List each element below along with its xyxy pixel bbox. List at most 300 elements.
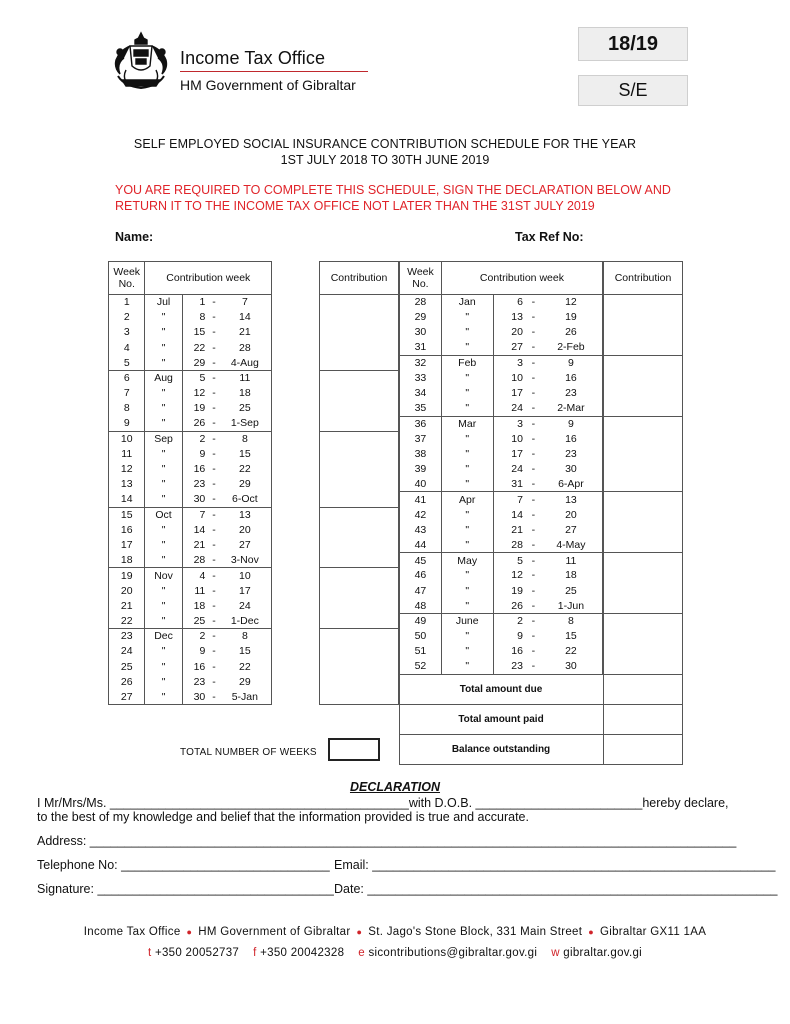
date-separator-cell: - xyxy=(212,508,216,521)
contribution-input-cell[interactable] xyxy=(604,310,683,325)
week-number-cell: 3 xyxy=(109,325,145,340)
week-number-cell: 21 xyxy=(109,598,145,613)
start-day-cell: 3 xyxy=(493,416,527,431)
start-day-cell: 8 xyxy=(182,310,209,325)
table-row xyxy=(400,598,603,613)
table-row xyxy=(400,477,603,492)
week-number-cell: 2 xyxy=(109,310,145,325)
date-separator-cell: - xyxy=(212,372,216,385)
start-day-cell: 30 xyxy=(182,689,209,704)
table-row xyxy=(604,522,683,537)
telephone-field[interactable]: Telephone No: ______________________________ xyxy=(37,858,330,872)
date-separator-cell: - xyxy=(209,355,218,370)
table-row xyxy=(109,613,319,628)
total-weeks-input[interactable] xyxy=(328,738,380,761)
contribution-input-cell[interactable] xyxy=(320,401,399,416)
week-number-cell: 12 xyxy=(109,462,145,477)
date-separator-cell: - xyxy=(531,311,536,324)
contribution-input-cell[interactable] xyxy=(604,340,683,355)
month-cell: " xyxy=(145,355,182,370)
contribution-input-cell[interactable] xyxy=(604,416,683,431)
table-row xyxy=(109,431,319,446)
table-row xyxy=(109,416,319,431)
month-cell: " xyxy=(441,477,493,492)
end-day-cell: 15 xyxy=(219,446,272,461)
month-cell: " xyxy=(145,522,182,537)
footer-phone: +350 20052737 xyxy=(154,947,240,959)
end-day-cell: 14 xyxy=(219,310,272,325)
end-day-cell: 22 xyxy=(219,462,272,477)
footer-address: Income Tax Office ● HM Government of Gibraltar ● St. Jago's Stone Block, 331 Main Street ● Gibraltar GX11 1AA xyxy=(83,926,707,938)
form-code-box: S/E xyxy=(578,75,688,106)
end-day-cell: 4-May xyxy=(540,538,603,553)
contribution-input-cell[interactable] xyxy=(604,644,683,659)
month-cell: " xyxy=(441,431,493,446)
table-row xyxy=(400,659,603,674)
contribution-input-cell[interactable] xyxy=(604,446,683,461)
contribution-input-cell[interactable] xyxy=(320,431,399,446)
contribution-input-cell[interactable] xyxy=(320,310,399,325)
week-number-cell: 7 xyxy=(109,386,145,401)
table-row xyxy=(320,355,399,370)
month-cell: May xyxy=(441,553,493,568)
contribution-input-cell[interactable] xyxy=(320,689,399,704)
table-row xyxy=(320,462,399,477)
table-row xyxy=(400,386,603,401)
contribution-input-cell[interactable] xyxy=(320,355,399,370)
start-day-cell: 15 xyxy=(182,325,209,340)
contribution-input-cell[interactable] xyxy=(320,659,399,674)
end-day-cell: 3-Nov xyxy=(219,553,272,568)
start-day-cell: 28 xyxy=(493,538,527,553)
date-separator-cell: - xyxy=(531,645,536,658)
contribution-input-cell[interactable] xyxy=(320,340,399,355)
start-day-cell: 4 xyxy=(182,568,209,583)
table-row xyxy=(604,310,683,325)
date-separator-cell: - xyxy=(531,493,536,506)
month-cell: " xyxy=(145,477,182,492)
month-cell: Feb xyxy=(441,355,493,370)
contribution-input-cell[interactable] xyxy=(320,538,399,553)
contribution-input-cell[interactable] xyxy=(604,355,683,370)
month-cell: " xyxy=(145,416,182,431)
month-cell: June xyxy=(441,613,493,628)
contribution-input-cell[interactable] xyxy=(604,507,683,522)
month-cell: " xyxy=(145,659,182,674)
week-number-cell: 42 xyxy=(400,507,442,522)
date-separator-cell: - xyxy=(212,584,216,597)
week-number-cell: 14 xyxy=(109,492,145,507)
date-separator-cell: - xyxy=(212,539,216,552)
table-row xyxy=(604,340,683,355)
date-separator-cell: - xyxy=(531,630,536,643)
start-day-cell: 25 xyxy=(182,613,209,628)
month-cell: " xyxy=(441,340,493,355)
bullet-icon: ● xyxy=(186,927,193,937)
start-day-cell: 16 xyxy=(182,659,209,674)
end-day-cell: 20 xyxy=(540,507,603,522)
month-cell: " xyxy=(441,659,493,674)
contribution-input-cell[interactable] xyxy=(604,522,683,537)
table-row xyxy=(320,598,399,613)
start-day-cell: 9 xyxy=(182,644,209,659)
table-row xyxy=(400,340,603,355)
schedule-table-left xyxy=(108,261,319,705)
footer-email[interactable]: sicontributions@gibraltar.gov.gi xyxy=(368,947,538,959)
start-day-cell: 17 xyxy=(493,386,527,401)
contribution-input-cell[interactable] xyxy=(320,477,399,492)
date-separator-cell: - xyxy=(212,675,216,688)
contribution-input-cell[interactable] xyxy=(320,568,399,583)
week-number-cell: 35 xyxy=(400,401,442,416)
date-separator-cell: - xyxy=(531,447,536,460)
week-number-cell: 48 xyxy=(400,598,442,613)
start-day-cell: 12 xyxy=(182,386,209,401)
contribution-input-cell[interactable] xyxy=(320,462,399,477)
table-row xyxy=(109,629,319,644)
end-day-cell: 25 xyxy=(219,401,272,416)
office-name: Income Tax Office xyxy=(180,48,326,68)
bullet-icon: ● xyxy=(356,927,363,937)
start-day-cell: 17 xyxy=(493,446,527,461)
end-day-cell: 20 xyxy=(219,522,272,537)
month-cell: " xyxy=(441,568,493,583)
week-number-cell: 36 xyxy=(400,416,442,431)
footer-contacts: t +350 20052737 f +350 20042328 e sicontributions@gibraltar.gov.gi w gibraltar.gov.gi xyxy=(147,947,643,959)
week-number-cell: 46 xyxy=(400,568,442,583)
table-row xyxy=(109,598,319,613)
month-cell: " xyxy=(145,401,182,416)
table-row xyxy=(109,477,319,492)
end-day-cell: 9 xyxy=(540,355,603,370)
bullet-icon: ● xyxy=(588,927,594,937)
contribution-input-cell[interactable] xyxy=(604,370,683,385)
month-cell: Sep xyxy=(145,431,182,446)
start-day-cell: 19 xyxy=(493,583,527,598)
week-number-cell: 49 xyxy=(400,613,442,628)
month-cell: " xyxy=(441,370,493,385)
email-field[interactable]: Email: __________________________________________________________ xyxy=(334,858,776,872)
table-row xyxy=(400,431,603,446)
week-number-cell: 15 xyxy=(109,507,145,522)
end-day-cell: 6-Apr xyxy=(540,477,603,492)
date-separator-cell: - xyxy=(531,523,536,536)
date-field[interactable]: Date: ___________________________________________________________ xyxy=(334,882,778,896)
end-day-cell: 8 xyxy=(219,629,272,644)
end-day-cell: 16 xyxy=(540,370,603,385)
contribution-input-cell[interactable] xyxy=(320,370,399,385)
start-day-cell: 2 xyxy=(182,629,209,644)
start-day-cell: 23 xyxy=(182,674,209,689)
contribution-input-cell[interactable] xyxy=(320,598,399,613)
end-day-cell: 1-Dec xyxy=(219,613,272,628)
total-due-label: Total amount due xyxy=(459,684,543,695)
table-row xyxy=(320,522,399,537)
week-number-cell: 39 xyxy=(400,462,442,477)
week-number-cell: 17 xyxy=(109,538,145,553)
table-row xyxy=(109,659,319,674)
table-row xyxy=(320,325,399,340)
week-number-cell: 26 xyxy=(109,674,145,689)
start-day-cell: 1 xyxy=(182,295,209,310)
month-cell: " xyxy=(441,401,493,416)
schedule-period: 1ST JULY 2018 TO 30TH JUNE 2019 xyxy=(280,153,490,167)
month-cell: Oct xyxy=(145,507,182,522)
contribution-input-cell[interactable] xyxy=(604,492,683,507)
month-cell: " xyxy=(145,325,182,340)
total-paid-value-cell[interactable] xyxy=(603,704,683,735)
week-number-cell: 6 xyxy=(109,370,145,385)
week-number-cell: 30 xyxy=(400,325,442,340)
footer-fax: +350 20042328 xyxy=(260,947,345,959)
start-day-cell: 7 xyxy=(493,492,527,507)
table-row xyxy=(604,538,683,553)
table-row xyxy=(400,613,603,628)
month-cell: " xyxy=(441,310,493,325)
table-row xyxy=(320,674,399,689)
end-day-cell: 22 xyxy=(540,644,603,659)
end-day-cell: 8 xyxy=(219,431,272,446)
date-separator-cell: - xyxy=(531,387,536,400)
table-row xyxy=(400,416,603,431)
table-row xyxy=(400,370,603,385)
contribution-input-cell[interactable] xyxy=(604,598,683,613)
month-cell: " xyxy=(145,598,182,613)
table-row xyxy=(109,386,319,401)
table-row xyxy=(320,553,399,568)
table-row xyxy=(604,431,683,446)
month-cell: " xyxy=(145,492,182,507)
start-day-cell: 21 xyxy=(493,522,527,537)
table-row xyxy=(320,689,399,704)
contribution-column-right xyxy=(603,261,683,675)
table-row xyxy=(400,401,603,416)
date-separator-cell: - xyxy=(209,416,218,431)
start-day-cell: 3 xyxy=(493,355,527,370)
table-row xyxy=(604,583,683,598)
contribution-header: Contribution xyxy=(320,262,399,295)
week-number-cell: 29 xyxy=(400,310,442,325)
table-row xyxy=(604,416,683,431)
end-day-cell: 28 xyxy=(219,340,272,355)
date-separator-cell: - xyxy=(531,463,536,476)
end-day-cell: 23 xyxy=(540,386,603,401)
week-number-cell: 52 xyxy=(400,659,442,674)
table-row xyxy=(320,416,399,431)
start-day-cell: 18 xyxy=(182,598,209,613)
start-day-cell: 26 xyxy=(493,598,527,613)
contribution-input-cell[interactable] xyxy=(604,325,683,340)
date-separator-cell: - xyxy=(209,492,218,507)
contribution-input-cell[interactable] xyxy=(604,462,683,477)
contribution-input-cell[interactable] xyxy=(604,295,683,310)
start-day-cell: 10 xyxy=(493,431,527,446)
week-number-cell: 33 xyxy=(400,370,442,385)
contribution-input-cell[interactable] xyxy=(320,522,399,537)
date-separator-cell: - xyxy=(212,523,216,536)
table-row xyxy=(109,583,319,598)
end-day-cell: 15 xyxy=(540,629,603,644)
balance-value-cell[interactable] xyxy=(603,734,683,765)
contribution-input-cell[interactable] xyxy=(604,401,683,416)
end-day-cell: 5-Jan xyxy=(219,689,272,704)
declaration-line-2: to the best of my knowledge and belief that the information provided is true and accurate. xyxy=(37,810,529,824)
date-separator-cell: - xyxy=(527,340,540,355)
table-row xyxy=(604,553,683,568)
end-day-cell: 24 xyxy=(219,598,272,613)
table-row xyxy=(604,598,683,613)
table-row xyxy=(109,355,319,370)
contribution-input-cell[interactable] xyxy=(320,295,399,310)
end-day-cell: 22 xyxy=(219,659,272,674)
month-cell: " xyxy=(145,310,182,325)
end-day-cell: 19 xyxy=(540,310,603,325)
end-day-cell: 11 xyxy=(219,370,272,385)
contribution-input-cell[interactable] xyxy=(604,553,683,568)
contribution-input-cell[interactable] xyxy=(604,629,683,644)
table-row xyxy=(604,462,683,477)
contribution-input-cell[interactable] xyxy=(604,386,683,401)
month-cell: Nov xyxy=(145,568,182,583)
start-day-cell: 16 xyxy=(493,644,527,659)
week-number-cell: 13 xyxy=(109,477,145,492)
contribution-input-cell[interactable] xyxy=(604,538,683,553)
table-row xyxy=(109,522,319,537)
month-cell: " xyxy=(441,325,493,340)
contribution-input-cell[interactable] xyxy=(320,583,399,598)
table-row xyxy=(320,340,399,355)
month-cell: Mar xyxy=(441,416,493,431)
date-separator-cell: - xyxy=(212,630,216,643)
balance-label: Balance outstanding xyxy=(451,744,551,755)
table-row xyxy=(109,446,319,461)
contribution-input-cell[interactable] xyxy=(604,659,683,674)
end-day-cell: 27 xyxy=(540,522,603,537)
date-separator-cell: - xyxy=(209,613,218,628)
table-row xyxy=(320,507,399,522)
week-number-cell: 20 xyxy=(109,583,145,598)
date-separator-cell: - xyxy=(527,659,540,674)
week-number-cell: 38 xyxy=(400,446,442,461)
contribution-input-cell[interactable] xyxy=(320,492,399,507)
table-row xyxy=(400,583,603,598)
contribution-input-cell[interactable] xyxy=(320,416,399,431)
week-number-cell: 43 xyxy=(400,522,442,537)
contribution-input-cell[interactable] xyxy=(604,613,683,628)
month-cell: " xyxy=(441,446,493,461)
start-day-cell: 5 xyxy=(493,553,527,568)
month-cell: " xyxy=(441,386,493,401)
date-separator-cell: - xyxy=(212,599,216,612)
table-row xyxy=(604,613,683,628)
end-day-cell: 9 xyxy=(540,416,603,431)
declaration-title: DECLARATION xyxy=(349,780,441,794)
contribution-input-cell[interactable] xyxy=(604,583,683,598)
end-day-cell: 13 xyxy=(219,507,272,522)
instruction-line-1: YOU ARE REQUIRED TO COMPLETE THIS SCHEDULE, SIGN THE DECLARATION BELOW AND xyxy=(115,183,671,197)
table-row xyxy=(604,386,683,401)
table-row xyxy=(320,386,399,401)
table-row xyxy=(604,507,683,522)
date-separator-cell: - xyxy=(527,598,540,613)
date-separator-cell: - xyxy=(531,508,536,521)
end-day-cell: 7 xyxy=(219,295,272,310)
contribution-input-cell[interactable] xyxy=(320,613,399,628)
date-separator-cell: - xyxy=(212,387,216,400)
table-row xyxy=(400,568,603,583)
signature-field[interactable]: Signature: __________________________________ xyxy=(37,882,334,896)
date-separator-cell: - xyxy=(527,538,540,553)
date-separator-cell: - xyxy=(212,433,216,446)
date-separator-cell: - xyxy=(531,417,536,430)
end-day-cell: 12 xyxy=(540,295,603,310)
contribution-input-cell[interactable] xyxy=(320,629,399,644)
table-row xyxy=(109,674,319,689)
end-day-cell: 21 xyxy=(219,325,272,340)
date-separator-cell: - xyxy=(209,689,218,704)
end-day-cell: 1-Jun xyxy=(540,598,603,613)
week-number-cell: 31 xyxy=(400,340,442,355)
table-row xyxy=(400,325,603,340)
end-day-cell: 11 xyxy=(540,553,603,568)
contribution-input-cell[interactable] xyxy=(320,507,399,522)
contribution-input-cell[interactable] xyxy=(320,553,399,568)
table-row xyxy=(400,644,603,659)
week-number-cell: 27 xyxy=(109,689,145,704)
contribution-input-cell[interactable] xyxy=(320,446,399,461)
instruction-line-2: RETURN IT TO THE INCOME TAX OFFICE NOT LATER THAN THE 31ST JULY 2019 xyxy=(115,199,595,213)
table-row xyxy=(400,355,603,370)
month-cell: " xyxy=(145,462,182,477)
end-day-cell: 13 xyxy=(540,492,603,507)
contribution-input-cell[interactable] xyxy=(320,644,399,659)
week-no-header: Week No. xyxy=(109,262,145,295)
end-day-cell: 18 xyxy=(540,568,603,583)
month-cell: " xyxy=(145,446,182,461)
table-row xyxy=(320,644,399,659)
table-row xyxy=(109,340,319,355)
week-number-cell: 32 xyxy=(400,355,442,370)
table-row xyxy=(320,568,399,583)
table-row xyxy=(109,310,319,325)
contribution-input-cell[interactable] xyxy=(320,386,399,401)
end-day-cell: 26 xyxy=(540,325,603,340)
table-row xyxy=(320,492,399,507)
contribution-input-cell[interactable] xyxy=(604,477,683,492)
table-row xyxy=(320,583,399,598)
date-separator-cell: - xyxy=(531,569,536,582)
contribution-input-cell[interactable] xyxy=(604,431,683,446)
contribution-input-cell[interactable] xyxy=(320,674,399,689)
table-row xyxy=(604,659,683,674)
contribution-input-cell[interactable] xyxy=(604,568,683,583)
total-due-value-cell[interactable] xyxy=(603,674,683,705)
month-cell: " xyxy=(145,538,182,553)
date-separator-cell: - xyxy=(212,569,216,582)
start-day-cell: 19 xyxy=(182,401,209,416)
schedule-title: SELF EMPLOYED SOCIAL INSURANCE CONTRIBUTION SCHEDULE FOR THE YEAR xyxy=(133,137,637,151)
table-row xyxy=(400,553,603,568)
footer-website[interactable]: gibraltar.gov.gi xyxy=(563,947,643,959)
address-field[interactable]: Address: _____________________________________________________________________________________________ xyxy=(37,834,737,848)
end-day-cell: 27 xyxy=(219,538,272,553)
date-separator-cell: - xyxy=(212,341,216,354)
table-row xyxy=(109,553,319,568)
table-row xyxy=(604,370,683,385)
week-number-cell: 47 xyxy=(400,583,442,598)
declaration-line-1[interactable]: I Mr/Mrs/Ms. ___________________________________________with D.O.B. ________________________hereby declare, xyxy=(37,796,729,810)
contribution-input-cell[interactable] xyxy=(320,325,399,340)
